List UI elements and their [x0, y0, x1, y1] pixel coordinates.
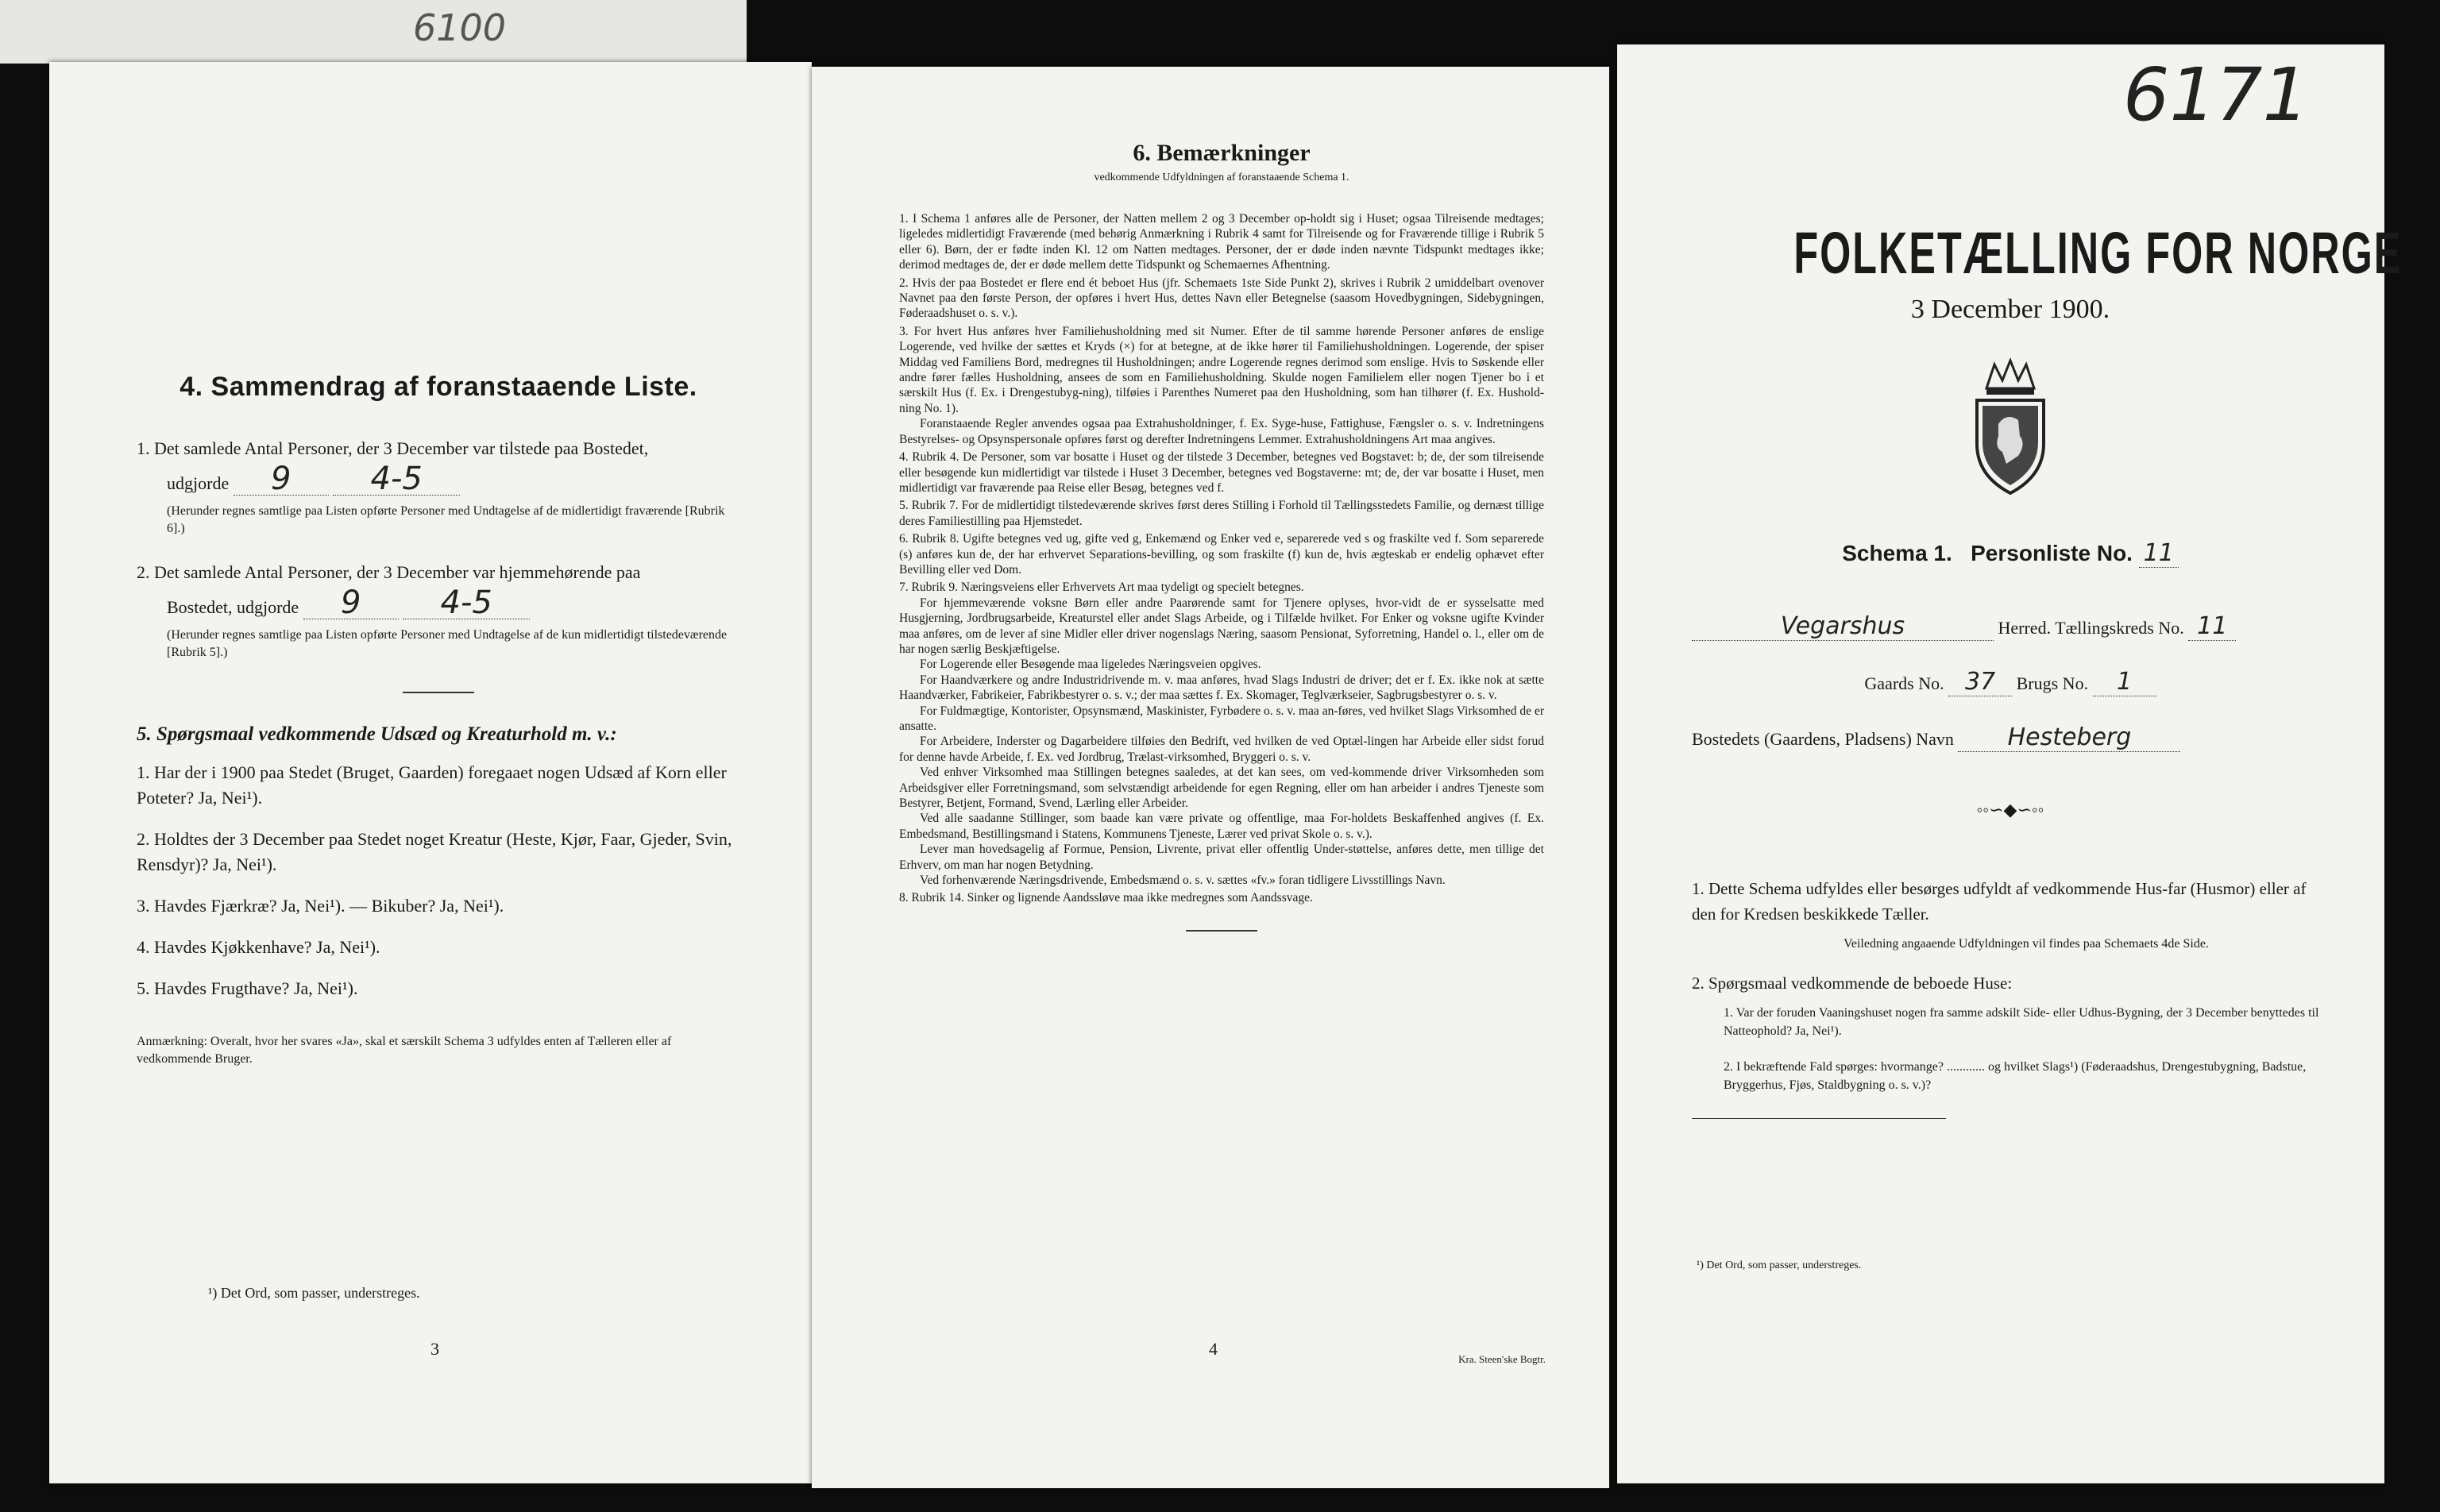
back-page-strip [0, 0, 747, 64]
printer-imprint: Kra. Steen'ske Bogtr. [1458, 1353, 1546, 1365]
remark-paragraph: 8. Rubrik 14. Sinker og lignende Aandssløve maa ikke medregnes som Aandssvage. [899, 891, 1313, 905]
remark-paragraph: 3. For hvert Hus anføres hver Familiehusholdning med sit Numer. Efter de til samme hørende Personer anføres de enslige Logerende, ved hvilke der sættes et Kryds (×) for at betegne, at de ikke hører til Familiehusholdningen. Logerende, der spiser Middag ved Familiens Bord, medregnes til Husholdningen; andre Logerende regnes derimod som enslige. Hvis to Søskende eller andre fører fælles Husholdning, ansees de som en Familiehusholdning. Skulde nogen Familielem eller nogen Tjener bo i et særskilt Hus (f. Ex. i Drengestubyg-ning), tilføies i Parenthes Numeret paa den Husholdning, som han tilhører (f. Ex. Hushold-ning No. 1). [899, 324, 1544, 415]
schema-line [1692, 539, 2329, 568]
question-3: 3. Havdes Fjærkræ? Ja, Nei¹). — Bikuber? Ja, Nei¹). [137, 896, 504, 916]
item2-note: (Herunder regnes samtlige paa Listen opførte Personer med Undtagelse af de kun midlertidigt tilstedeværende [Rubrik 5].) [167, 628, 728, 659]
gaards-value: 37 [1948, 668, 2012, 696]
instruction-1-note: Veiledning angaaende Udfyldningen vil findes paa Schemaets 4de Side. [1844, 937, 2209, 951]
kreds-label: Tællingskreds No. [2055, 618, 2184, 638]
question-1: 1. Har der i 1900 paa Stedet (Bruget, Gaarden) foregaaet nogen Udsæd af Korn eller Poteter? Ja, Nei¹). [137, 762, 727, 808]
bosted-label: Bostedets (Gaardens, Pladsens) Navn [1692, 729, 1954, 749]
instruction-2: 2. Spørgsmaal vedkommende de beboede Huse: [1692, 974, 2013, 993]
remark-4 [899, 449, 1544, 496]
divider [1186, 930, 1257, 932]
census-title: FOLKETÆLLING FOR NORGE [1793, 220, 2403, 286]
footnote-rule [1692, 1118, 1946, 1119]
remark-paragraph: 2. Hvis der paa Bostedet er flere end ét beboet Hus (jfr. Schemaets 1ste Side Punkt 2), skrives i Rubrik 2 umiddelbart ovenover Navnet paa den første Person, der opføres i hvert Hus, dettes Navn eller Betegnelse (saasom Hovedbygningen, Sidebygningen, Føderaadshuset o. s. v.). [899, 276, 1544, 321]
remark-5 [899, 498, 1544, 529]
schema-label: Schema 1. [1842, 541, 1952, 565]
page-3 [49, 62, 812, 1483]
item1-prefix: udgjorde [167, 473, 230, 493]
bosted-value: Hesteberg [1958, 723, 2180, 752]
section4-heading: 4. Sammendrag af foranstaaende Liste. [180, 372, 697, 402]
item2-prefix: Bostedet, udgjorde [167, 597, 299, 617]
item1-text: 1. Det samlede Antal Personer, der 3 December var tilstede paa Bostedet, [137, 438, 649, 458]
item1-value: 9 [234, 463, 329, 496]
remarks-subtitle: vedkommende Udfyldningen af foranstaaende Schema 1. [1094, 172, 1349, 183]
ornament-divider: ◦◦∽◆∽◦◦ [1976, 800, 2044, 820]
page-4 [812, 67, 1609, 1488]
remark-2 [899, 276, 1544, 322]
census-date: 3 December 1900. [1910, 295, 2110, 324]
footnote: ¹) Det Ord, som passer, understreges. [1697, 1259, 1862, 1271]
herred-value: Vegarshus [1692, 612, 1994, 641]
remark-paragraph: 6. Rubrik 8. Ugifte betegnes ved ug, gifte ved g, Enkemænd og Enker ved e, separerede ved s og fraskilte ved f. Som separerede (s) anføres kun de, der har erhvervet Separations-bevilling, og som fraskilte (f) kun de, hvis ægteskab er endelig ophævet efter Bevilling eller ved Dom. [899, 532, 1544, 577]
personliste-value: 11 [2139, 539, 2179, 568]
house-question-2: 2. I bekræftende Fald spørges: hvormange? ............ og hvilket Slags¹) (Føderaadshus, Drengestubygning, Badstue, Bryggerhus, Fjøs, Staldbygning o. s. v.)? [1724, 1060, 2307, 1092]
question-4: 4. Havdes Kjøkkenhave? Ja, Nei¹). [137, 937, 380, 957]
gaards-label: Gaards No. [1864, 673, 1944, 693]
personliste-label: Personliste No. [1971, 541, 2133, 565]
section4-item2 [137, 558, 740, 622]
remark-paragraph: For Haandværkere og andre Industridrivende m. v. maa anføres, hvad Slags Industri de driver; det er f. Ex. ikke nok at sætte Haandværker, Fabrikeier, Fabrikbestyrer o. s. v.; der maa sættes f. Ex. Skomager, Teglværkseier, Sagbrugsbestyrer o. s. v. [899, 673, 1544, 703]
item1-note: (Herunder regnes samtlige paa Listen opførte Personer med Undtagelse af de midlertidigt fraværende [Rubrik 6].) [167, 504, 725, 535]
remark-paragraph: For Arbeidere, Inderster og Dagarbeidere tilføies den Bedrift, ved hvilken de ved Optæl-lingen har Arbeide eller sidst forud for denne havde Arbeide, f. Ex. ved Jordbrug, Trælast-virksomhed, Bryggeri o. s. v. [899, 735, 1544, 764]
item2-text: 2. Det samlede Antal Personer, der 3 December var hjemmehørende paa [137, 562, 641, 582]
kreds-value: 11 [2188, 612, 2236, 641]
remark-paragraph: For hjemmeværende voksne Børn eller andre Paarørende samt for Tjenere oplyses, hvor-vidt de er sysselsatte med Husgjerning, Jordbrugsarbeide, Kreaturstel eller andet Slags Arbeide, og i Tilfælde hvilket. For Enker og voksne ugifte Kvinder maa anføres, om de lever af sine Midler eller driver nogenslags Næring, saasom Pensionat, Syforretning, Handel o. l., eller om de har nogen særlig Beskjæftigelse. [899, 596, 1544, 656]
remark-7 [899, 580, 1544, 888]
remark-paragraph: Ved alle saadanne Stillinger, som baade kan være private og offentlige, maa For-holdets Beskaffenhed angives (f. Ex. Embedsmand, Bestillingsmand i Statens, Kommunens Tjeneste, Lærer ved privat Skole o. s. v.). [899, 812, 1544, 841]
question-5: 5. Havdes Frugthave? Ja, Nei¹). [137, 978, 358, 998]
section4-item1 [137, 434, 740, 498]
item2-value: 9 [303, 587, 399, 619]
item1-extra: 4-5 [333, 463, 460, 496]
herred-label: Herred. [1998, 618, 2052, 638]
remark-6 [899, 531, 1544, 577]
remark-paragraph: Ved enhver Virksomhed maa Stillingen betegnes saaledes, at det kan sees, om ved-kommende driver Virksomheden som Arbeidsgiver eller Forretningsmand, som selvstændigt arbeidende for egen Regning, eller om han arbeider i andres Tjeneste som Bestyrer, Betjent, Formand, Svend, Lærling eller Arbeider. [899, 766, 1544, 811]
house-question-1: 1. Var der foruden Vaaningshuset nogen fra samme adskilt Side- eller Udhus-Bygning, der 3 December benyttedes til Natteophold? Ja, Nei¹). [1724, 1006, 2319, 1038]
bosted-line [1692, 723, 2329, 752]
page-number: 3 [430, 1339, 439, 1359]
remark-paragraph: Ved forhenværende Næringsdrivende, Embedsmænd o. s. v. sættes «fv.» foran tidligere Livsstillings Navn. [920, 874, 1446, 888]
question-2: 2. Holdtes der 3 December paa Stedet noget Kreatur (Heste, Kjør, Faar, Gjeder, Svin, Rensdyr)? Ja, Nei¹). [137, 829, 732, 874]
page-number: 4 [1209, 1339, 1218, 1359]
remark-8 [899, 890, 1544, 905]
coat-of-arms-icon [1963, 357, 2058, 499]
gaards-line [1692, 668, 2329, 696]
remark-paragraph: Lever man hovedsagelig af Formue, Pension, Livrente, privat eller offentlig Under-støttelse, anføres dette, men tillige det Erhverv, om man har nogen Betydning. [899, 843, 1544, 872]
section5-questions [137, 760, 740, 1001]
remark-1 [899, 211, 1544, 273]
herred-line [1692, 612, 2329, 641]
section5-heading: 5. Spørgsmaal vedkommende Udsæd og Kreaturhold m. v.: [137, 723, 617, 745]
divider [403, 692, 474, 693]
instruction-1: 1. Dette Schema udfyldes eller besørges udfyldt af vedkommende Hus-far (Husmor) eller af den for Kredsen beskikkede Tæller. [1692, 879, 2307, 924]
page-1-cover [1617, 44, 2403, 1483]
footnote: ¹) Det Ord, som passer, understreges. [208, 1285, 420, 1301]
back-page-number: 6100 [413, 6, 507, 49]
remarks-title: 6. Bemærkninger [1133, 140, 1311, 166]
anmaerkning: Anmærkning: Overalt, hvor her svares «Ja», skal et særskilt Schema 3 udfyldes enten af Tælleren eller af vedkommende Bruger. [137, 1035, 672, 1066]
remark-paragraph: 5. Rubrik 7. For de midlertidigt tilstedeværende skrives først deres Stilling i Forhold til Tællingsstedets Familie, og dernæst tillige deres Familiestilling paa Hjemstedet. [899, 499, 1544, 528]
remark-paragraph: 1. I Schema 1 anføres alle de Personer, der Natten mellem 2 og 3 December op-holdt sig i Huset; ogsaa Tilreisende medtages; ligeledes midlertidigt Fraværende (med behørig Anmærkning i Rubrik 4 samt for Tilreisende og for Fraværende tillige i Rubrik 5 eller 6). Børn, der er fødte inden Kl. 12 om Natten medtages. Personer, der er døde inden nævnte Tidspunkt medtages ikke; derimod medtages de, der er døde mellem dette Tidspunkt og Schemaernes Afhentning. [899, 212, 1544, 272]
remark-paragraph: Foranstaaende Regler anvendes ogsaa paa Extrahusholdninger, f. Ex. Syge-huse, Fattighuse, Fængsler o. s. v. Indretningens Bestyrelses- og Opsynspersonale opføres først og derefter Indretningens Lemmer. Extrahusholdningens Art maa angives. [899, 417, 1544, 446]
remark-paragraph: 4. Rubrik 4. De Personer, som var bosatte i Huset og der tilstede 3 December, betegnes ved Bogstavet: b; de, der som tilreisende eller besøgende kun midlertidigt var tilstede i Huset 3 December, betegnes ved Bogstaverne: mt; de, der var bosatte i Huset, men midlertidigt var fraværende paa Reise eller Besøg, betegnes ved f. [899, 450, 1544, 495]
item2-extra: 4-5 [403, 587, 530, 619]
remark-paragraph: For Fuldmægtige, Kontorister, Opsynsmænd, Maskinister, Fyrbødere o. s. v. maa an-føres, ved hvilket Slags Virksomhed de er ansatte. [899, 704, 1544, 733]
remark-paragraph: 7. Rubrik 9. Næringsveiens eller Erhvervets Art maa tydeligt og specielt betegnes. [899, 580, 1304, 595]
remark-3 [899, 324, 1544, 447]
brugs-value: 1 [2093, 668, 2156, 696]
remark-paragraph: For Logerende eller Besøgende maa ligeledes Næringsveien opgives. [920, 658, 1261, 672]
brugs-label: Brugs No. [2016, 673, 2089, 693]
archive-number: 6171 [2122, 52, 2309, 137]
